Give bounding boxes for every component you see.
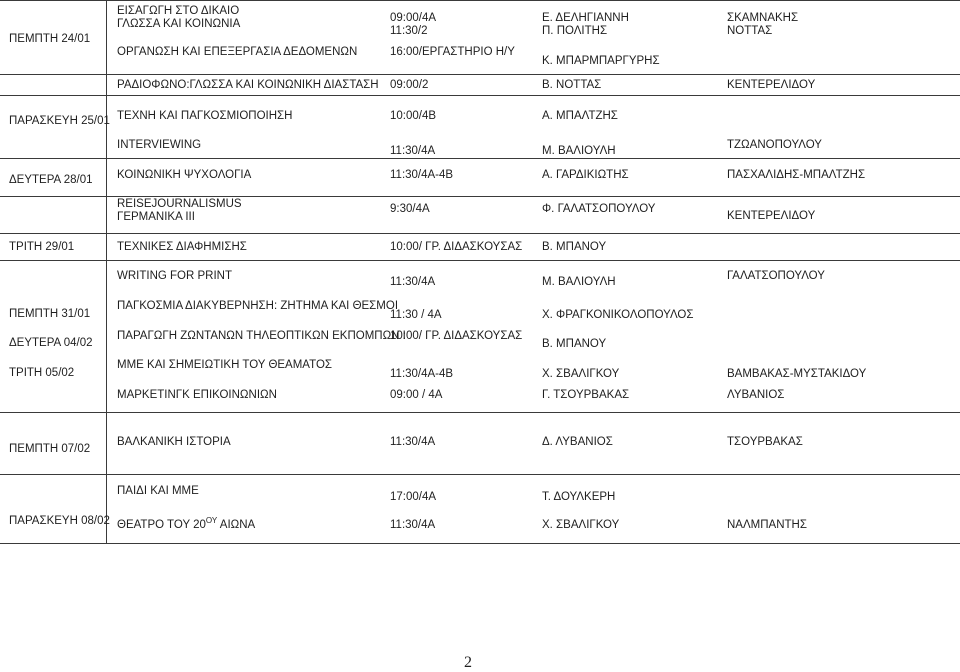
day-label: ΠΑΡΑΣΚΕΥΗ 08/02 (9, 515, 110, 527)
day-label: ΔΕΥΤΕΡΑ 04/02 (9, 337, 93, 349)
course-title: ΠΑΙΔΙ ΚΑΙ ΜΜΕ (117, 485, 199, 497)
course-title: ΠΑΡΑΓΩΓΗ ΖΩΝΤΑΝΩΝ ΤΗΛΕΟΠΤΙΚΩΝ ΕΚΠΟΜΠΩΝ Ι (117, 330, 406, 342)
day-label: ΠΕΜΠΤΗ 31/01 (9, 308, 91, 320)
instructor-name: Β. ΜΠΑΝΟΥ (542, 338, 607, 350)
day-label: ΠΕΜΠΤΗ 24/01 (9, 33, 91, 45)
instructor-name: Χ. ΦΡΑΓΚΟΝΙΚΟΛΟΠΟΥΛΟΣ (542, 309, 694, 321)
course-title-part: ΑΙΩΝΑ (217, 519, 256, 531)
exam-time: 17:00/4Α (390, 491, 437, 503)
exam-time: 11:30/4Α (390, 276, 436, 288)
instructor-name: Φ. ΓΑΛΑΤΣΟΠΟΥΛΟΥ (542, 203, 656, 215)
exam-time: 11:30/4Α-4Β (390, 368, 454, 380)
day-label: ΠΕΜΠΤΗ 07/02 (9, 443, 91, 455)
supervisor-name: ΣΚΑΜΝΑΚΗΣ ΝΟΤΤΑΣ (727, 12, 799, 37)
instructor-name: Β. ΜΠΑΝΟΥ (542, 241, 607, 253)
course-title: ΤΕΧΝΙΚΕΣ ΔΙΑΦΗΜΙΣΗΣ (117, 241, 247, 253)
row-divider (0, 74, 960, 75)
instructor-name: Χ. ΣΒΑΛΙΓΚΟΥ (542, 519, 620, 531)
exam-time: 10:00/ ΓΡ. ΔΙΔΑΣΚΟΥΣΑΣ (390, 330, 523, 342)
row-divider (0, 474, 960, 475)
instructor-name: Γ. ΤΣΟΥΡΒΑΚΑΣ (542, 389, 630, 401)
exam-time: 11:30/4Α (390, 145, 436, 157)
row-divider (0, 543, 960, 544)
supervisor-name: ΤΖΩΑΝΟΠΟΥΛΟΥ (727, 139, 822, 151)
course-title: ΤΕΧΝΗ ΚΑΙ ΠΑΓΚΟΣΜΙΟΠΟΙΗΣΗ (117, 110, 293, 122)
exam-time: 16:00/ΕΡΓΑΣΤΗΡΙΟ Η/Υ (390, 46, 515, 58)
course-title: ΜΑΡΚΕΤΙΝΓΚ ΕΠΙΚΟΙΝΩΝΙΩΝ (117, 389, 277, 401)
instructor-name: Χ. ΣΒΑΛΙΓΚΟΥ (542, 368, 620, 380)
supervisor-name: ΤΣΟΥΡΒΑΚΑΣ (727, 436, 803, 448)
supervisor-name: ΒΑΜΒΑΚΑΣ-ΜΥΣΤΑΚΙΔΟΥ (727, 368, 867, 380)
course-title: ΕΙΣΑΓΩΓΗ ΣΤΟ ΔΙΚΑΙΟ ΓΛΩΣΣΑ ΚΑΙ ΚΟΙΝΩΝΙΑ (117, 5, 241, 30)
instructor-name: Β. ΝΟΤΤΑΣ (542, 79, 602, 91)
row-divider (0, 95, 960, 96)
course-title: ΟΡΓΑΝΩΣΗ ΚΑΙ ΕΠΕΞΕΡΓΑΣΙΑ ΔΕΔΟΜΕΝΩΝ (117, 46, 358, 58)
exam-time: 10:00/ ΓΡ. ΔΙΔΑΣΚΟΥΣΑΣ (390, 241, 523, 253)
instructor-name: Α. ΓΑΡΔΙΚΙΩΤΗΣ (542, 169, 629, 181)
page-number: 2 (464, 654, 472, 671)
exam-time: 9:30/4Α (390, 203, 430, 215)
instructor-name: Α. ΜΠΑΛΤΖΗΣ (542, 110, 618, 122)
course-title-part: ΘΕΑΤΡΟ ΤΟΥ 20 (117, 519, 206, 531)
course-title: ΠΑΓΚΟΣΜΙΑ ΔΙΑΚΥΒΕΡΝΗΣΗ: ΖΗΤΗΜΑ ΚΑΙ ΘΕΣΜΟΙ (117, 300, 399, 312)
column-divider (106, 0, 107, 543)
exam-time: 09:00/2 (390, 79, 429, 91)
exam-time: 10:00/4Β (390, 110, 437, 122)
exam-time: 11:30 / 4Α (390, 309, 442, 321)
instructor-name: Κ. ΜΠΑΡΜΠΑΡΓΥΡΗΣ (542, 55, 660, 67)
course-title (117, 516, 256, 532)
row-divider (0, 260, 960, 261)
instructor-name: Μ. ΒΑΛΙΟΥΛΗ (542, 276, 616, 288)
row-divider (0, 196, 960, 197)
course-title: ΚΟΙΝΩΝΙΚΗ ΨΥΧΟΛΟΓΙΑ (117, 169, 252, 181)
course-title: REISEJOURNALISMUS ΓΕΡΜΑΝΙΚΑ ΙΙΙ (117, 198, 242, 223)
course-title-superscript: ΟΥ (205, 516, 218, 526)
supervisor-name: ΚΕΝΤΕΡΕΛΙΔΟΥ (727, 210, 816, 222)
course-title: WRITING FOR PRINT (117, 270, 232, 282)
supervisor-name: ΝΑΛΜΠΑΝΤΗΣ (727, 519, 807, 531)
course-title: ΡΑΔΙΟΦΩΝΟ:ΓΛΩΣΣΑ ΚΑΙ ΚΟΙΝΩΝΙΚΗ ΔΙΑΣΤΑΣΗ (117, 79, 379, 91)
instructor-name: Τ. ΔΟΥΛΚΕΡΗ (542, 491, 616, 503)
day-label: ΤΡΙΤΗ 29/01 (9, 241, 75, 253)
day-label: ΔΕΥΤΕΡΑ 28/01 (9, 174, 93, 186)
row-divider (0, 233, 960, 234)
row-divider (0, 412, 960, 413)
supervisor-name: ΛΥΒΑΝΙΟΣ (727, 389, 785, 401)
course-title: ΜΜΕ ΚΑΙ ΣΗΜΕΙΩΤΙΚΗ ΤΟΥ ΘΕΑΜΑΤΟΣ (117, 359, 332, 371)
course-title: ΒΑΛΚΑΝΙΚΗ ΙΣΤΟΡΙΑ (117, 436, 231, 448)
supervisor-name: ΠΑΣΧΑΛΙΔΗΣ-ΜΠΑΛΤΖΗΣ (727, 169, 866, 181)
row-divider (0, 0, 960, 1)
exam-time: 09:00 / 4Α (390, 389, 443, 401)
exam-time: 11:30/4Α (390, 519, 436, 531)
instructor-name: Δ. ΛΥΒΑΝΙΟΣ (542, 436, 613, 448)
supervisor-name: ΓΑΛΑΤΣΟΠΟΥΛΟΥ (727, 270, 825, 282)
course-title: INTERVIEWING (117, 139, 202, 151)
row-divider (0, 158, 960, 159)
instructor-name: Μ. ΒΑΛΙΟΥΛΗ (542, 145, 616, 157)
day-label: ΤΡΙΤΗ 05/02 (9, 367, 75, 379)
instructor-name: Ε. ΔΕΛΗΓΙΑΝΝΗ Π. ΠΟΛΙΤΗΣ (542, 12, 629, 37)
supervisor-name: ΚΕΝΤΕΡΕΛΙΔΟΥ (727, 79, 816, 91)
exam-time: 11:30/4Α-4Β (390, 169, 454, 181)
day-label: ΠΑΡΑΣΚΕΥΗ 25/01 (9, 115, 110, 127)
exam-time: 09:00/4Α 11:30/2 (390, 12, 437, 37)
exam-time: 11:30/4Α (390, 436, 436, 448)
